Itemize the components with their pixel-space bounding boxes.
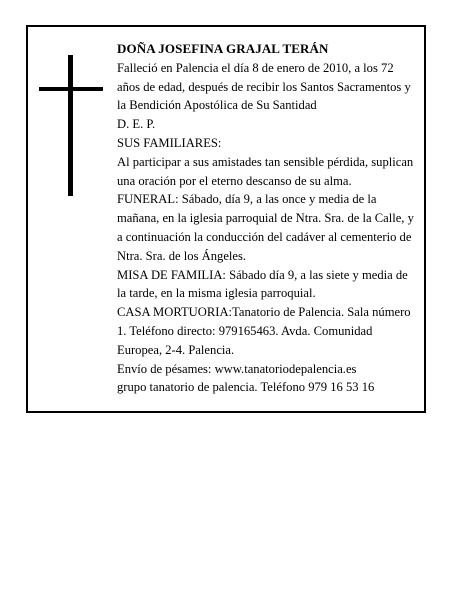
mortuary-info: CASA MORTUORIA:Tanatorio de Palencia. Sala número 1. Teléfono directo: 979165463. Avda. Comunidad Europea, 2-4. Palencia.: [117, 305, 411, 357]
death-statement: Falleció en Palencia el día 8 de enero de 2010, a los 72 años de edad, después de recibir los Santos Sacramentos y la Bendición Apostólica de Su Santidad: [117, 60, 411, 113]
obituary-frame: [26, 25, 426, 413]
deceased-name: DOÑA JOSEFINA GRAJAL TERÁN: [117, 41, 329, 56]
family-message: Al participar a sus amistades tan sensible pérdida, suplican una oración por el eterno descanso de su alma.: [117, 154, 414, 188]
family-mass-info: MISA DE FAMILIA: Sábado día 9, a las siete y media de la tarde, en la misma iglesia parroquial.: [117, 267, 408, 301]
family-heading: SUS FAMILIARES:: [117, 135, 222, 150]
funeral-info: FUNERAL: Sábado, día 9, a las once y media de la mañana, en la iglesia parroquial de Ntra. Sra. de la Calle, y a continuación la conducción del cadáver al cementerio de Ntra. Sra. de los Ángeles.: [117, 192, 414, 263]
funeral-home-contact: grupo tanatorio de palencia. Teléfono 979 16 53 16: [117, 380, 375, 395]
obituary-text: [117, 40, 417, 397]
rest-in-peace: D. E. P.: [117, 117, 156, 132]
cross-icon: [68, 55, 73, 196]
condolences-link: Envío de pésames: www.tanatoriodepalencia.es: [117, 361, 357, 376]
cross-icon-bar: [39, 87, 103, 91]
